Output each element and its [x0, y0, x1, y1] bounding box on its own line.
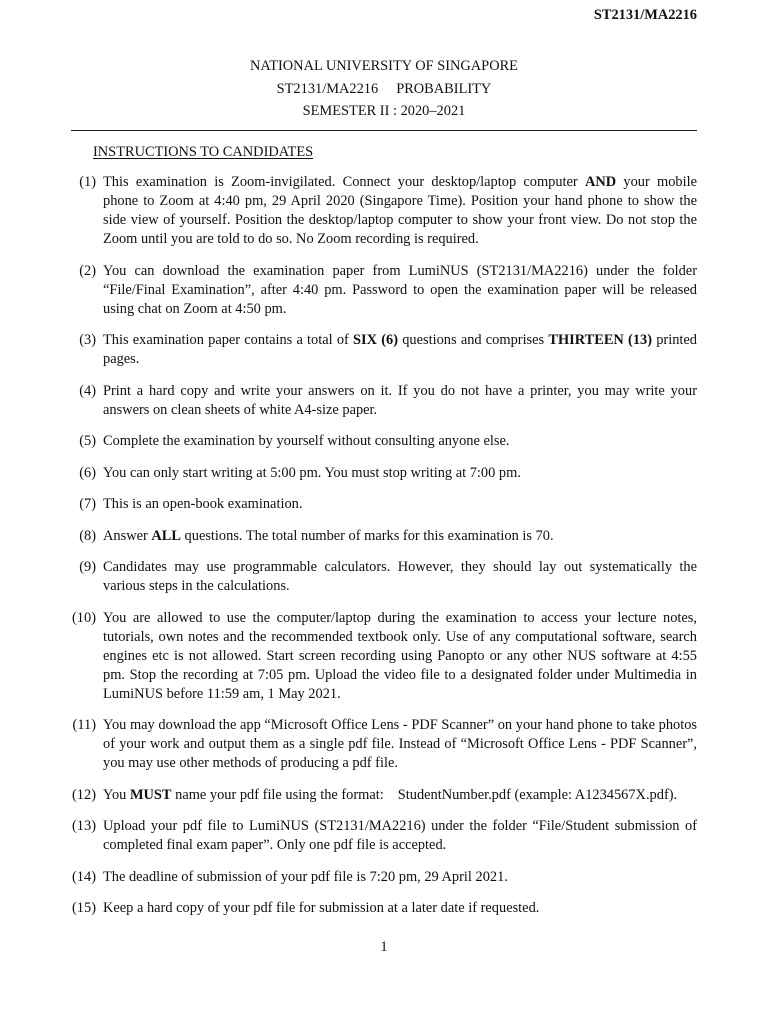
- item-text: [96, 382, 697, 420]
- text-run: You can download the examination paper from LumiNUS (ST2131/MA2216) under the folder “File/Final Examination”, after 4:40 pm. Password to open the examination paper will be released using chat on Zoom at 4:50 pm.: [103, 262, 697, 317]
- bold-run: ALL: [151, 527, 181, 544]
- text-run: You are allowed to use the computer/laptop during the examination to access your lecture notes, tutorials, own notes and the recommended textbook only. Use of any computational software, search engines etc is not allowed. Start screen recording using Panopto or any other NUS software at 4:55 pm. Stop the recording at 7:05 pm. Upload the video file to a designated folder under Multimedia in LumiNUS before 11:59 am, 1 May 2021.: [103, 609, 697, 702]
- item-number: (14): [72, 868, 96, 885]
- item-text: [96, 262, 697, 319]
- item-number: (4): [79, 382, 96, 399]
- header-divider: [71, 130, 697, 131]
- text-run: You can only start writing at 5:00 pm. You must stop writing at 7:00 pm.: [103, 464, 521, 481]
- item-text: [96, 173, 697, 249]
- text-run: Print a hard copy and write your answers on it. If you do not have a printer, you may write your answers on clean sheets of white A4-size paper.: [103, 382, 697, 418]
- text-run: Candidates may use programmable calculators. However, they should lay out systematically the various steps in the calculations.: [103, 559, 697, 594]
- item-number: (15): [72, 900, 96, 916]
- instruction-item-2: [56, 262, 697, 319]
- text-run: The deadline of submission of your pdf file is 7:20 pm, 29 April 2021.: [103, 868, 508, 885]
- item-text: [96, 464, 697, 483]
- item-text: [96, 817, 697, 855]
- item-text: [96, 609, 697, 704]
- instruction-item-12: [56, 786, 697, 805]
- university-name: NATIONAL UNIVERSITY OF SINGAPORE: [250, 58, 518, 74]
- instructions-list: [56, 173, 697, 931]
- text-run: Complete the examination by yourself without consulting anyone else.: [103, 433, 510, 449]
- item-text: [96, 432, 697, 451]
- text-run: This examination is Zoom-invigilated. Connect your desktop/laptop computer: [103, 174, 585, 190]
- text-run: questions and comprises: [398, 332, 549, 348]
- item-text: [96, 495, 697, 514]
- instruction-item-9: [56, 558, 697, 596]
- item-number: (7): [79, 496, 96, 512]
- instruction-item-1: [56, 173, 697, 249]
- item-text: [96, 868, 697, 887]
- bold-run: SIX (6): [353, 332, 399, 348]
- instruction-item-4: [56, 382, 697, 420]
- item-number: (12): [72, 786, 96, 803]
- document-header: [0, 55, 768, 123]
- text-run: This examination paper contains a total of: [103, 332, 354, 348]
- bold-run: AND: [584, 174, 617, 190]
- item-number: (6): [79, 464, 96, 481]
- item-number: (1): [79, 174, 96, 190]
- page-number: 1: [380, 939, 388, 955]
- text-run: questions. The total number of marks for this examination is 70.: [180, 527, 554, 544]
- instruction-item-15: [56, 899, 697, 918]
- instruction-item-10: [56, 609, 697, 704]
- item-number: (2): [79, 262, 96, 279]
- page-code: ST2131/MA2216: [593, 7, 697, 23]
- semester: SEMESTER II : 2020–2021: [302, 103, 466, 119]
- instruction-item-11: [56, 716, 697, 773]
- item-text: [96, 558, 697, 596]
- instruction-item-3: [56, 331, 697, 369]
- bold-run: THIRTEEN (13): [548, 332, 653, 348]
- item-number: (8): [79, 527, 96, 544]
- instruction-item-8: [56, 527, 697, 546]
- course-line: [0, 78, 768, 101]
- instruction-item-13: [56, 817, 697, 855]
- text-run: Upload your pdf file to LumiNUS (ST2131/MA2216) under the folder “File/Student submission of completed final exam paper”. Only one pdf file is accepted.: [103, 818, 697, 853]
- item-number: (3): [79, 332, 96, 348]
- item-number: (9): [79, 559, 96, 575]
- item-number: (11): [72, 717, 96, 733]
- item-text: [96, 527, 697, 546]
- text-run: You: [103, 786, 130, 803]
- item-text: [96, 899, 697, 918]
- item-number: (13): [72, 818, 96, 834]
- instruction-item-14: [56, 868, 697, 887]
- text-run: Answer: [103, 527, 152, 544]
- course-name: PROBABILITY: [396, 80, 492, 97]
- item-number: (10): [72, 609, 96, 626]
- item-text: [96, 786, 697, 805]
- instruction-item-6: [56, 464, 697, 483]
- instruction-item-5: [56, 432, 697, 451]
- item-text: [96, 716, 697, 773]
- text-run: This is an open-book examination.: [103, 496, 303, 512]
- text-run: printed pages.: [103, 332, 697, 367]
- item-text: [96, 331, 697, 369]
- instruction-item-7: [56, 495, 697, 514]
- item-number: (5): [79, 433, 96, 449]
- text-run: name your pdf file using the format:: [171, 786, 384, 803]
- instructions-title: INSTRUCTIONS TO CANDIDATES: [93, 144, 314, 160]
- text-run: Keep a hard copy of your pdf file for submission at a later date if requested.: [103, 900, 540, 916]
- course-code: ST2131/MA2216: [276, 80, 379, 97]
- text-run: StudentNumber.pdf (example: A1234567X.pdf).: [397, 786, 678, 803]
- bold-run: MUST: [129, 786, 172, 803]
- text-run: You may download the app “Microsoft Office Lens - PDF Scanner” on your hand phone to take photos of your work and output them as a single pdf file. Instead of “Microsoft Office Lens - PDF Scanner”, you may use other methods of producing a pdf file.: [103, 717, 697, 771]
- text-run: your mobile phone to Zoom at 4:40 pm, 29 April 2020 (Singapore Time). Position your hand phone to show the side view of yourself. Position the desktop/laptop computer to show your front view. Do not stop the Zoom until you are told to do so. No Zoom recording is required.: [103, 174, 698, 247]
